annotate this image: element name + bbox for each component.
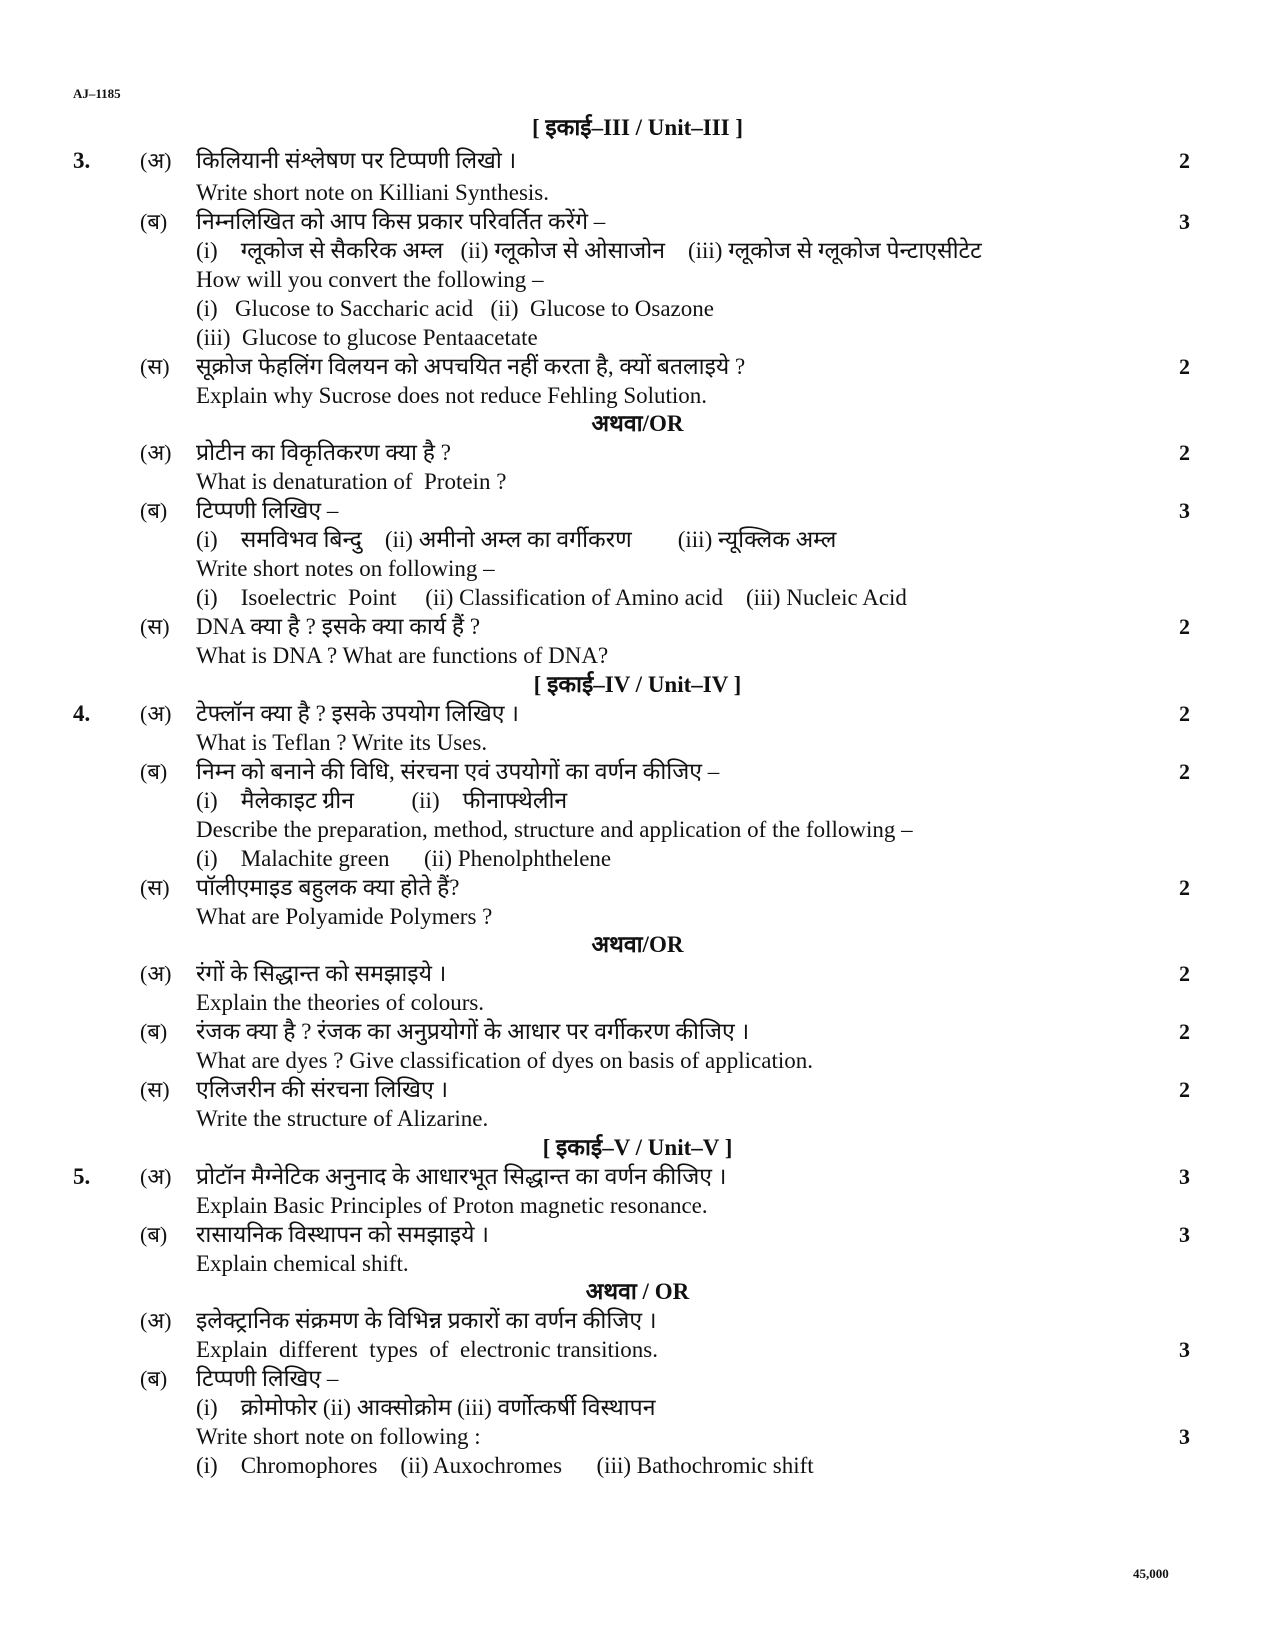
marks: 3	[1179, 1222, 1190, 1247]
question-line: इलेक्ट्रानिक संक्रमण के विभिन्न प्रकारों का वर्णन कीजिए ।	[196, 1308, 657, 1333]
question-line: (i) क्रोमोफोर (ii) आक्सोक्रोम (iii) वर्णोत्कर्षी विस्थापन	[196, 1395, 656, 1420]
question-line: पॉलीएमाइड बहुलक क्या होते हैं?	[196, 875, 460, 900]
question-line: रंजक क्या है ? रंजक का अनुप्रयोगों के आधार पर वर्गीकरण कीजिए ।	[196, 1019, 750, 1044]
marks: 3	[1179, 1164, 1190, 1189]
question-line: निम्न को बनाने की विधि, संरचना एवं उपयोगों का वर्णन कीजिए –	[196, 759, 720, 784]
marks: 3	[1179, 1424, 1190, 1449]
question-number: 4.	[73, 701, 91, 726]
question-line: रंगों के सिद्धान्त को समझाइये ।	[196, 961, 447, 986]
sub-label: (ब)	[140, 1366, 168, 1391]
marks: 2	[1179, 875, 1190, 900]
sub-label: (अ)	[140, 148, 172, 173]
sub-label: (ब)	[140, 1222, 168, 1247]
marks: 2	[1179, 1077, 1190, 1102]
question-line: टिप्पणी लिखिए –	[196, 1366, 339, 1391]
marks: 2	[1179, 759, 1190, 784]
question-line: Write short note on following :	[196, 1424, 481, 1449]
question-number: 5.	[73, 1164, 91, 1189]
question-line: निम्नलिखित को आप किस प्रकार परिवर्तित करेंगे –	[196, 209, 606, 234]
marks: 3	[1179, 1337, 1190, 1362]
marks: 2	[1179, 701, 1190, 726]
question-line: Describe the preparation, method, structure and application of the following –	[196, 817, 913, 842]
section-heading-unit-3: [ इकाई–III / Unit–III ]	[531, 115, 744, 140]
question-line: What are Polyamide Polymers ?	[196, 904, 493, 929]
marks: 2	[1179, 148, 1190, 173]
question-line: (iii) Glucose to glucose Pentaacetate	[196, 325, 538, 350]
sub-label: (ब)	[140, 498, 168, 523]
question-line: सूक्रोज फेहलिंग विलयन को अपचयित नहीं करता है, क्यों बतलाइये ?	[196, 354, 746, 379]
question-line: What is denaturation of Protein ?	[196, 469, 507, 494]
section-heading-unit-5: [ इकाई–V / Unit–V ]	[542, 1135, 733, 1160]
marks: 2	[1179, 961, 1190, 986]
question-line: (i) Malachite green (ii) Phenolphthelene	[196, 846, 612, 871]
question-line: (i) Isoelectric Point (ii) Classification of Amino acid (iii) Nucleic Acid	[196, 585, 907, 610]
question-line: Explain why Sucrose does not reduce Fehling Solution.	[196, 383, 708, 408]
question-line: (i) समविभव बिन्दु (ii) अमीनो अम्ल का वर्गीकरण (iii) न्यूक्लिक अम्ल	[196, 527, 837, 552]
sub-label: (अ)	[140, 701, 172, 726]
question-line: (i) मैलेकाइट ग्रीन (ii) फीनाफ्थेलीन	[196, 788, 568, 813]
question-line: DNA क्या है ? इसके क्या कार्य हैं ?	[196, 614, 481, 639]
question-line: What are dyes ? Give classification of dyes on basis of application.	[196, 1048, 813, 1073]
question-line: (i) Glucose to Saccharic acid (ii) Glucose to Osazone	[196, 296, 714, 321]
question-line: एलिजरीन की संरचना लिखिए ।	[196, 1077, 449, 1102]
sub-label: (ब)	[140, 759, 168, 784]
marks: 2	[1179, 614, 1190, 639]
sub-label: (स)	[140, 1077, 170, 1102]
question-line: रासायनिक विस्थापन को समझाइये ।	[196, 1222, 489, 1247]
question-line: What is DNA ? What are functions of DNA?	[196, 643, 609, 668]
section-heading-unit-4: [ इकाई–IV / Unit–IV ]	[533, 672, 742, 697]
marks: 3	[1179, 209, 1190, 234]
or-separator: अथवा / OR	[585, 1279, 690, 1304]
sub-label: (स)	[140, 354, 170, 379]
question-line: (i) ग्लूकोज से सैकरिक अम्ल (ii) ग्लूकोज से ओसाजोन (iii) ग्लूकोज से ग्लूकोज पेन्टाएसीटेट	[196, 238, 982, 263]
question-line: प्रोटॉन मैग्नेटिक अनुनाद के आधारभूत सिद्धान्त का वर्णन कीजिए ।	[196, 1164, 727, 1189]
sub-label: (अ)	[140, 1164, 172, 1189]
question-line: टिप्पणी लिखिए –	[196, 498, 339, 523]
sub-label: (स)	[140, 614, 170, 639]
question-line: How will you convert the following –	[196, 267, 544, 292]
question-line: Write short notes on following –	[196, 556, 495, 581]
question-line: Explain Basic Principles of Proton magnetic resonance.	[196, 1193, 708, 1218]
question-line: Write the structure of Alizarine.	[196, 1106, 489, 1131]
marks: 2	[1179, 354, 1190, 379]
or-separator: अथवा/OR	[591, 932, 684, 957]
paper-code: AJ–1185	[73, 86, 121, 101]
or-separator: अथवा/OR	[591, 411, 684, 436]
sub-label: (ब)	[140, 209, 168, 234]
sub-label: (स)	[140, 875, 170, 900]
marks: 2	[1179, 440, 1190, 465]
question-line: Explain chemical shift.	[196, 1251, 409, 1276]
sub-label: (अ)	[140, 1308, 172, 1333]
sub-label: (ब)	[140, 1019, 168, 1044]
question-line: टेफ्लॉन क्या है ? इसके उपयोग लिखिए ।	[196, 701, 519, 726]
question-line: प्रोटीन का विकृतिकरण क्या है ?	[196, 440, 451, 465]
sub-label: (अ)	[140, 440, 172, 465]
marks: 2	[1179, 1019, 1190, 1044]
question-line: Write short note on Killiani Synthesis.	[196, 180, 549, 205]
question-line: What is Teflan ? Write its Uses.	[196, 730, 488, 755]
question-number: 3.	[73, 148, 91, 173]
question-line: Explain different types of electronic transitions.	[196, 1337, 658, 1362]
question-line: Explain the theories of colours.	[196, 990, 485, 1015]
copies-count: 45,000	[1133, 1566, 1169, 1581]
question-line: किलियानी संश्लेषण पर टिप्पणी लिखो ।	[196, 148, 517, 173]
marks: 3	[1179, 498, 1190, 523]
question-line: (i) Chromophores (ii) Auxochromes (iii) Bathochromic shift	[196, 1453, 814, 1478]
sub-label: (अ)	[140, 961, 172, 986]
